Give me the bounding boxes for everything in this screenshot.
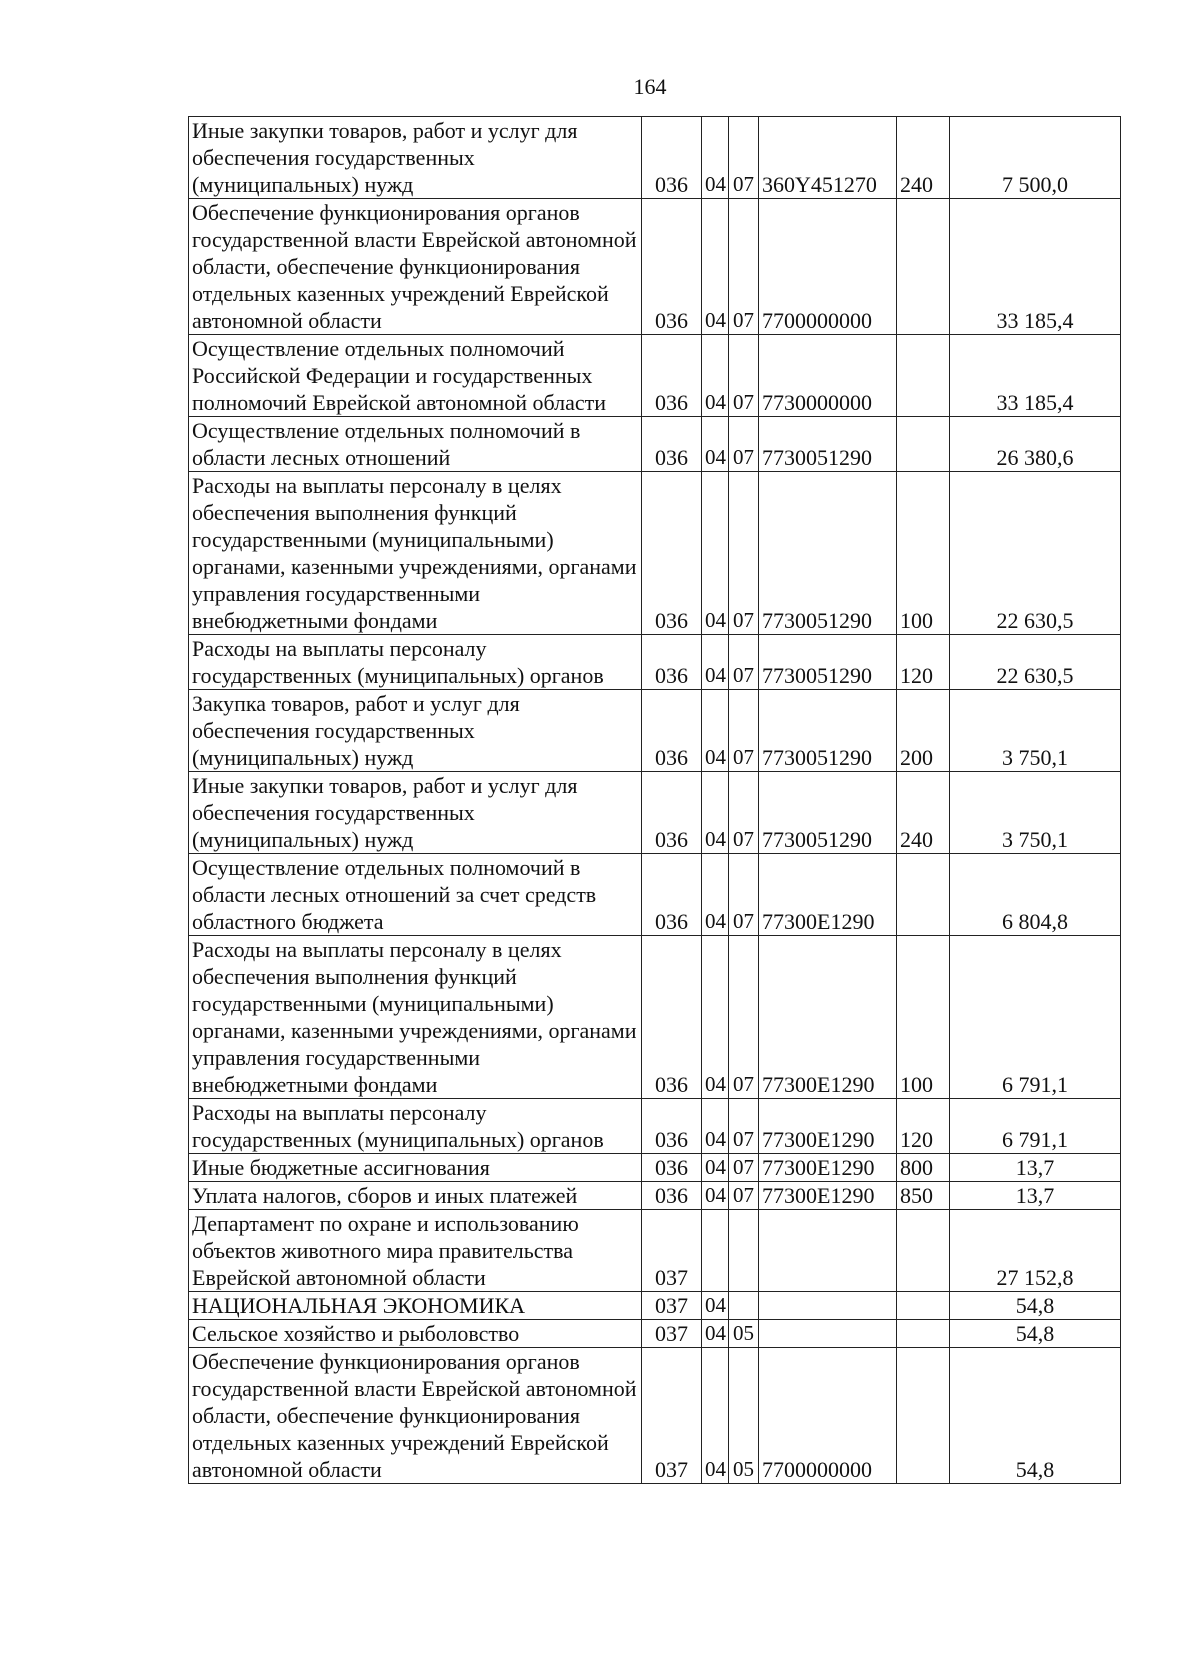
row-csr-cell: 7730000000 [759, 335, 897, 417]
row-amount-cell: 3 750,1 [950, 690, 1121, 772]
row-pr-cell: 07 [729, 854, 759, 936]
row-ved-cell: 036 [642, 936, 702, 1099]
row-name-cell: Осуществление отдельных полномочий в области лесных отношений за счет средств областного бюджета [189, 854, 642, 936]
row-vr-cell [897, 1292, 950, 1320]
row-rz-cell: 04 [702, 1182, 729, 1210]
row-amount-cell: 6 791,1 [950, 1099, 1121, 1154]
row-name-cell: Осуществление отдельных полномочий в области лесных отношений [189, 417, 642, 472]
table-row [189, 1320, 1121, 1348]
row-csr-cell [759, 1210, 897, 1292]
row-pr-cell: 07 [729, 690, 759, 772]
row-pr-cell: 07 [729, 772, 759, 854]
row-name-cell: Расходы на выплаты персоналу в целях обеспечения выполнения функций государственными (муниципальными) органами, казенными учреждениями, органами управления государственными внебюджетными фондами [189, 936, 642, 1099]
row-vr-cell [897, 199, 950, 335]
row-rz-cell: 04 [702, 1292, 729, 1320]
table-row [189, 472, 1121, 635]
row-ved-cell: 037 [642, 1292, 702, 1320]
row-csr-cell [759, 1292, 897, 1320]
row-ved-cell: 036 [642, 772, 702, 854]
row-name-cell: Иные бюджетные ассигнования [189, 1154, 642, 1182]
row-ved-cell: 037 [642, 1348, 702, 1484]
row-name-cell: Расходы на выплаты персоналу в целях обеспечения выполнения функций государственными (муниципальными) органами, казенными учреждениями, органами управления государственными внебюджетными фондами [189, 472, 642, 635]
row-vr-cell: 120 [897, 1099, 950, 1154]
row-name-cell: Обеспечение функционирования органов государственной власти Еврейской автономной области, обеспечение функционирования отдельных казенных учреждений Еврейской автономной области [189, 1348, 642, 1484]
row-name-cell: Иные закупки товаров, работ и услуг для обеспечения государственных (муниципальных) нужд [189, 772, 642, 854]
table-row [189, 936, 1121, 1099]
row-rz-cell: 04 [702, 1320, 729, 1348]
row-rz-cell [702, 1210, 729, 1292]
row-ved-cell: 036 [642, 690, 702, 772]
row-amount-cell: 54,8 [950, 1348, 1121, 1484]
row-vr-cell: 240 [897, 117, 950, 199]
row-vr-cell: 200 [897, 690, 950, 772]
table-row [189, 1099, 1121, 1154]
row-vr-cell: 240 [897, 772, 950, 854]
row-rz-cell: 04 [702, 1154, 729, 1182]
row-name-cell: Закупка товаров, работ и услуг для обеспечения государственных (муниципальных) нужд [189, 690, 642, 772]
table-row [189, 772, 1121, 854]
row-ved-cell: 037 [642, 1320, 702, 1348]
row-rz-cell: 04 [702, 1099, 729, 1154]
row-vr-cell [897, 335, 950, 417]
row-vr-cell: 100 [897, 936, 950, 1099]
row-ved-cell: 036 [642, 335, 702, 417]
row-csr-cell: 7730051290 [759, 472, 897, 635]
row-ved-cell: 037 [642, 1210, 702, 1292]
row-vr-cell: 100 [897, 472, 950, 635]
row-amount-cell: 26 380,6 [950, 417, 1121, 472]
row-csr-cell: 77300E1290 [759, 854, 897, 936]
row-amount-cell: 6 804,8 [950, 854, 1121, 936]
row-ved-cell: 036 [642, 1099, 702, 1154]
row-csr-cell: 7730051290 [759, 690, 897, 772]
row-pr-cell: 07 [729, 936, 759, 1099]
row-name-cell: Осуществление отдельных полномочий Российской Федерации и государственных полномочий Еврейской автономной области [189, 335, 642, 417]
row-vr-cell [897, 1320, 950, 1348]
row-csr-cell: 7700000000 [759, 1348, 897, 1484]
table-row [189, 117, 1121, 199]
row-rz-cell: 04 [702, 472, 729, 635]
budget-table [188, 116, 1121, 1484]
row-vr-cell: 850 [897, 1182, 950, 1210]
row-ved-cell: 036 [642, 472, 702, 635]
table-row [189, 690, 1121, 772]
row-pr-cell: 07 [729, 1154, 759, 1182]
row-rz-cell: 04 [702, 690, 729, 772]
row-pr-cell [729, 1292, 759, 1320]
table-row [189, 635, 1121, 690]
row-pr-cell: 05 [729, 1320, 759, 1348]
row-pr-cell: 07 [729, 1182, 759, 1210]
row-amount-cell: 54,8 [950, 1292, 1121, 1320]
row-rz-cell: 04 [702, 199, 729, 335]
row-name-cell: Департамент по охране и использованию объектов животного мира правительства Еврейской автономной области [189, 1210, 642, 1292]
row-amount-cell: 6 791,1 [950, 936, 1121, 1099]
table-row [189, 854, 1121, 936]
row-amount-cell: 13,7 [950, 1182, 1121, 1210]
table-row [189, 335, 1121, 417]
row-csr-cell: 77300E1290 [759, 1099, 897, 1154]
row-rz-cell: 04 [702, 772, 729, 854]
row-rz-cell: 04 [702, 417, 729, 472]
row-pr-cell: 07 [729, 472, 759, 635]
row-rz-cell: 04 [702, 635, 729, 690]
row-pr-cell: 07 [729, 417, 759, 472]
table-row [189, 199, 1121, 335]
table-row [189, 1348, 1121, 1484]
page-number: 164 [633, 74, 667, 99]
row-name-cell: Иные закупки товаров, работ и услуг для обеспечения государственных (муниципальных) нужд [189, 117, 642, 199]
row-csr-cell: 77300E1290 [759, 1154, 897, 1182]
row-amount-cell: 54,8 [950, 1320, 1121, 1348]
row-vr-cell [897, 1348, 950, 1484]
row-amount-cell: 3 750,1 [950, 772, 1121, 854]
row-name-cell: Расходы на выплаты персоналу государственных (муниципальных) органов [189, 1099, 642, 1154]
table-row [189, 1154, 1121, 1182]
row-pr-cell: 05 [729, 1348, 759, 1484]
row-ved-cell: 036 [642, 1154, 702, 1182]
row-rz-cell: 04 [702, 936, 729, 1099]
row-ved-cell: 036 [642, 854, 702, 936]
row-pr-cell [729, 1210, 759, 1292]
row-csr-cell: 77300E1290 [759, 936, 897, 1099]
row-amount-cell: 7 500,0 [950, 117, 1121, 199]
table-row [189, 1182, 1121, 1210]
row-amount-cell: 22 630,5 [950, 635, 1121, 690]
row-vr-cell [897, 854, 950, 936]
row-ved-cell: 036 [642, 417, 702, 472]
table-row [189, 417, 1121, 472]
row-name-cell: Обеспечение функционирования органов государственной власти Еврейской автономной области, обеспечение функционирования отдельных казенных учреждений Еврейской автономной области [189, 199, 642, 335]
row-csr-cell [759, 1320, 897, 1348]
row-amount-cell: 13,7 [950, 1154, 1121, 1182]
row-name-cell: НАЦИОНАЛЬНАЯ ЭКОНОМИКА [189, 1292, 642, 1320]
row-rz-cell: 04 [702, 117, 729, 199]
row-amount-cell: 33 185,4 [950, 335, 1121, 417]
row-pr-cell: 07 [729, 1099, 759, 1154]
table-row [189, 1210, 1121, 1292]
row-name-cell: Расходы на выплаты персоналу государственных (муниципальных) органов [189, 635, 642, 690]
row-csr-cell: 7730051290 [759, 772, 897, 854]
row-name-cell: Уплата налогов, сборов и иных платежей [189, 1182, 642, 1210]
row-vr-cell [897, 417, 950, 472]
row-ved-cell: 036 [642, 199, 702, 335]
row-amount-cell: 22 630,5 [950, 472, 1121, 635]
row-pr-cell: 07 [729, 117, 759, 199]
row-rz-cell: 04 [702, 854, 729, 936]
row-csr-cell: 7730051290 [759, 417, 897, 472]
row-ved-cell: 036 [642, 635, 702, 690]
row-rz-cell: 04 [702, 335, 729, 417]
row-csr-cell: 7700000000 [759, 199, 897, 335]
row-pr-cell: 07 [729, 635, 759, 690]
row-pr-cell: 07 [729, 335, 759, 417]
row-pr-cell: 07 [729, 199, 759, 335]
row-rz-cell: 04 [702, 1348, 729, 1484]
table-row [189, 1292, 1121, 1320]
row-vr-cell: 800 [897, 1154, 950, 1182]
row-vr-cell [897, 1210, 950, 1292]
row-name-cell: Сельское хозяйство и рыболовство [189, 1320, 642, 1348]
row-vr-cell: 120 [897, 635, 950, 690]
row-csr-cell: 77300E1290 [759, 1182, 897, 1210]
row-ved-cell: 036 [642, 1182, 702, 1210]
row-csr-cell: 7730051290 [759, 635, 897, 690]
row-csr-cell: 360Y451270 [759, 117, 897, 199]
row-amount-cell: 27 152,8 [950, 1210, 1121, 1292]
row-ved-cell: 036 [642, 117, 702, 199]
row-amount-cell: 33 185,4 [950, 199, 1121, 335]
